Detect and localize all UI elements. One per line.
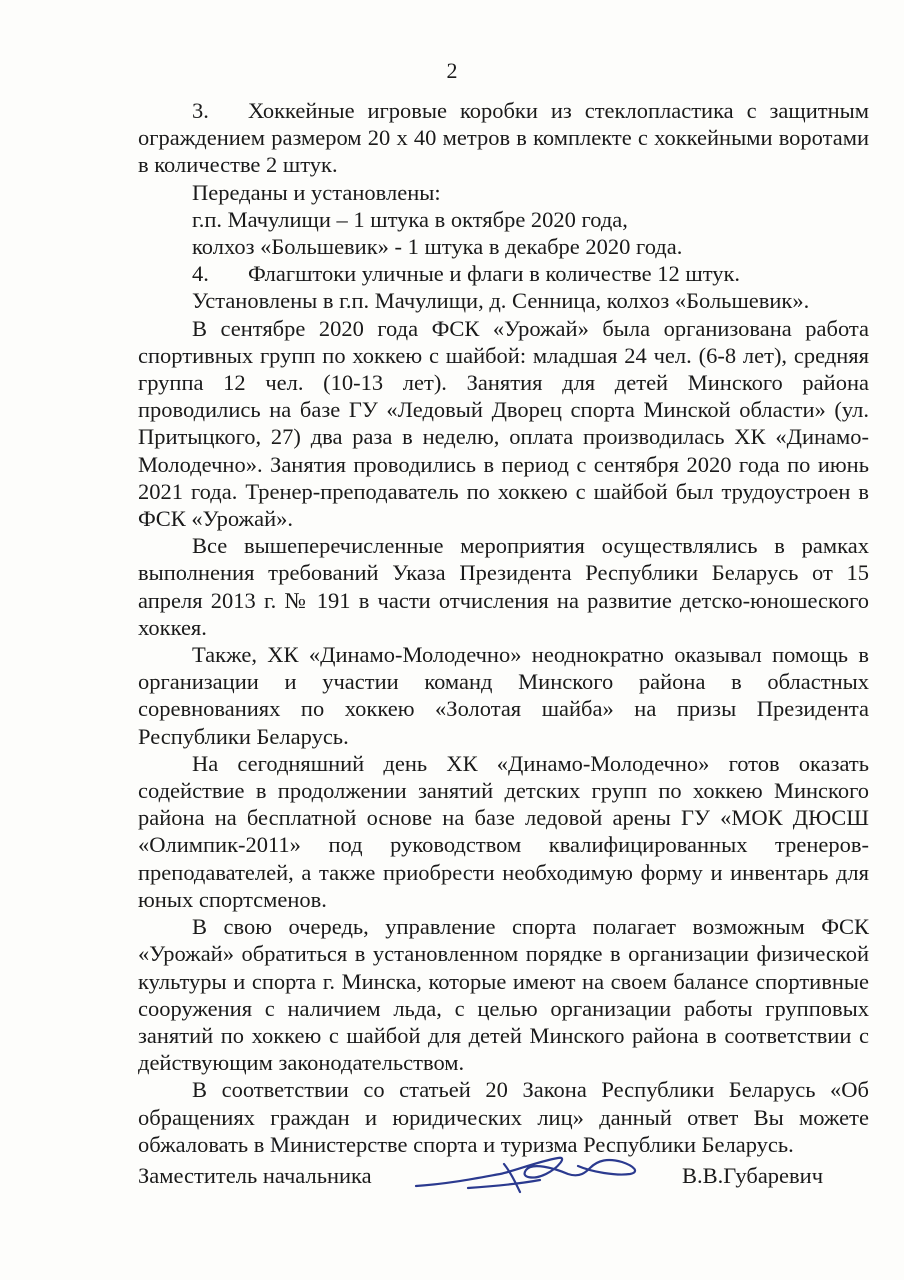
list-item-text: Хоккейные игровые коробки из стеклопластика с защитным ограждением размером 20 х 40 метров в комплекте с хоккейными воротами в количестве 2 штук.	[138, 98, 869, 178]
list-number: 3.	[192, 98, 209, 123]
paragraph: В свою очередь, управление спорта полагает возможным ФСК «Урожай» обратиться в установленном порядке в организации физической культуры и спорта г. Минска, которые имеют на своем балансе спортивные сооружения с наличием льда, с целью организации работы групповых занятий по хоккею с шайбой для детей Минского района в соответствии с действующим законодательством.	[138, 914, 869, 1076]
letter-body	[138, 97, 869, 1158]
list-item-4	[138, 260, 869, 287]
signatory-name: В.В.Губаревич	[682, 1163, 824, 1188]
list-item-text: Флагштоки уличные и флаги в количестве 12 штук.	[248, 261, 741, 287]
list-item-3	[138, 97, 869, 179]
paragraph: В соответствии со статьей 20 Закона Республики Беларусь «Об обращениях граждан и юридических лиц» данный ответ Вы можете обжаловать в Министерстве спорта и туризма Республики Беларусь.	[138, 1077, 869, 1157]
paragraph: Также, ХК «Динамо-Молодечно» неоднократно оказывал помощь в организации и участии команд Минского района в областных соревнованиях по хоккею «Золотая шайба» на призы Президента Республики Беларусь.	[138, 642, 869, 749]
paragraph: Все вышеперечисленные мероприятия осуществлялись в рамках выполнения требований Указа Президента Республики Беларусь от 15 апреля 2013 г. № 191 в части отчисления на развитие детско-юношеского хоккея.	[138, 533, 869, 640]
list-number: 4.	[192, 261, 209, 287]
signature-block	[138, 1162, 869, 1202]
paragraph: На сегодняшний день ХК «Динамо-Молодечно» готов оказать содействие в продолжении занятий детских групп по хоккею Минского района на бесплатной основе на базе ледовой арены ГУ «МОК ДЮСШ «Олимпик-2011» под руководством квалифицированных тренеров-преподавателей, а также приобрести необходимую форму и инвентарь для юных спортсменов.	[138, 750, 869, 912]
signatory-position: Заместитель начальника	[138, 1163, 372, 1188]
paragraph: Переданы и установлены:	[192, 179, 441, 205]
page-number: 2	[446, 58, 458, 83]
paragraph: Установлены в г.п. Мачулищи, д. Сенница, колхоз «Большевик».	[192, 288, 810, 314]
paragraph: колхоз «Большевик» - 1 штука в декабре 2020 года.	[192, 234, 683, 260]
paragraph: г.п. Мачулищи – 1 штука в октябре 2020 года,	[192, 206, 628, 232]
paragraph: В сентябре 2020 года ФСК «Урожай» была организована работа спортивных групп по хоккею с шайбой: младшая 24 чел. (6-8 лет), средняя группа 12 чел. (10-13 лет). Занятия для детей Минского района проводились на базе ГУ «Ледовый Дворец спорта Минской области» (ул. Притыцкого, 27) два раза в неделю, оплата производилась ХК «Динамо-Молодечно». Занятия проводились в период с сентября 2020 года по июнь 2021 года. Тренер-преподаватель по хоккею с шайбой был трудоустроен в ФСК «Урожай».	[138, 315, 869, 532]
handwritten-signature	[408, 1144, 648, 1204]
